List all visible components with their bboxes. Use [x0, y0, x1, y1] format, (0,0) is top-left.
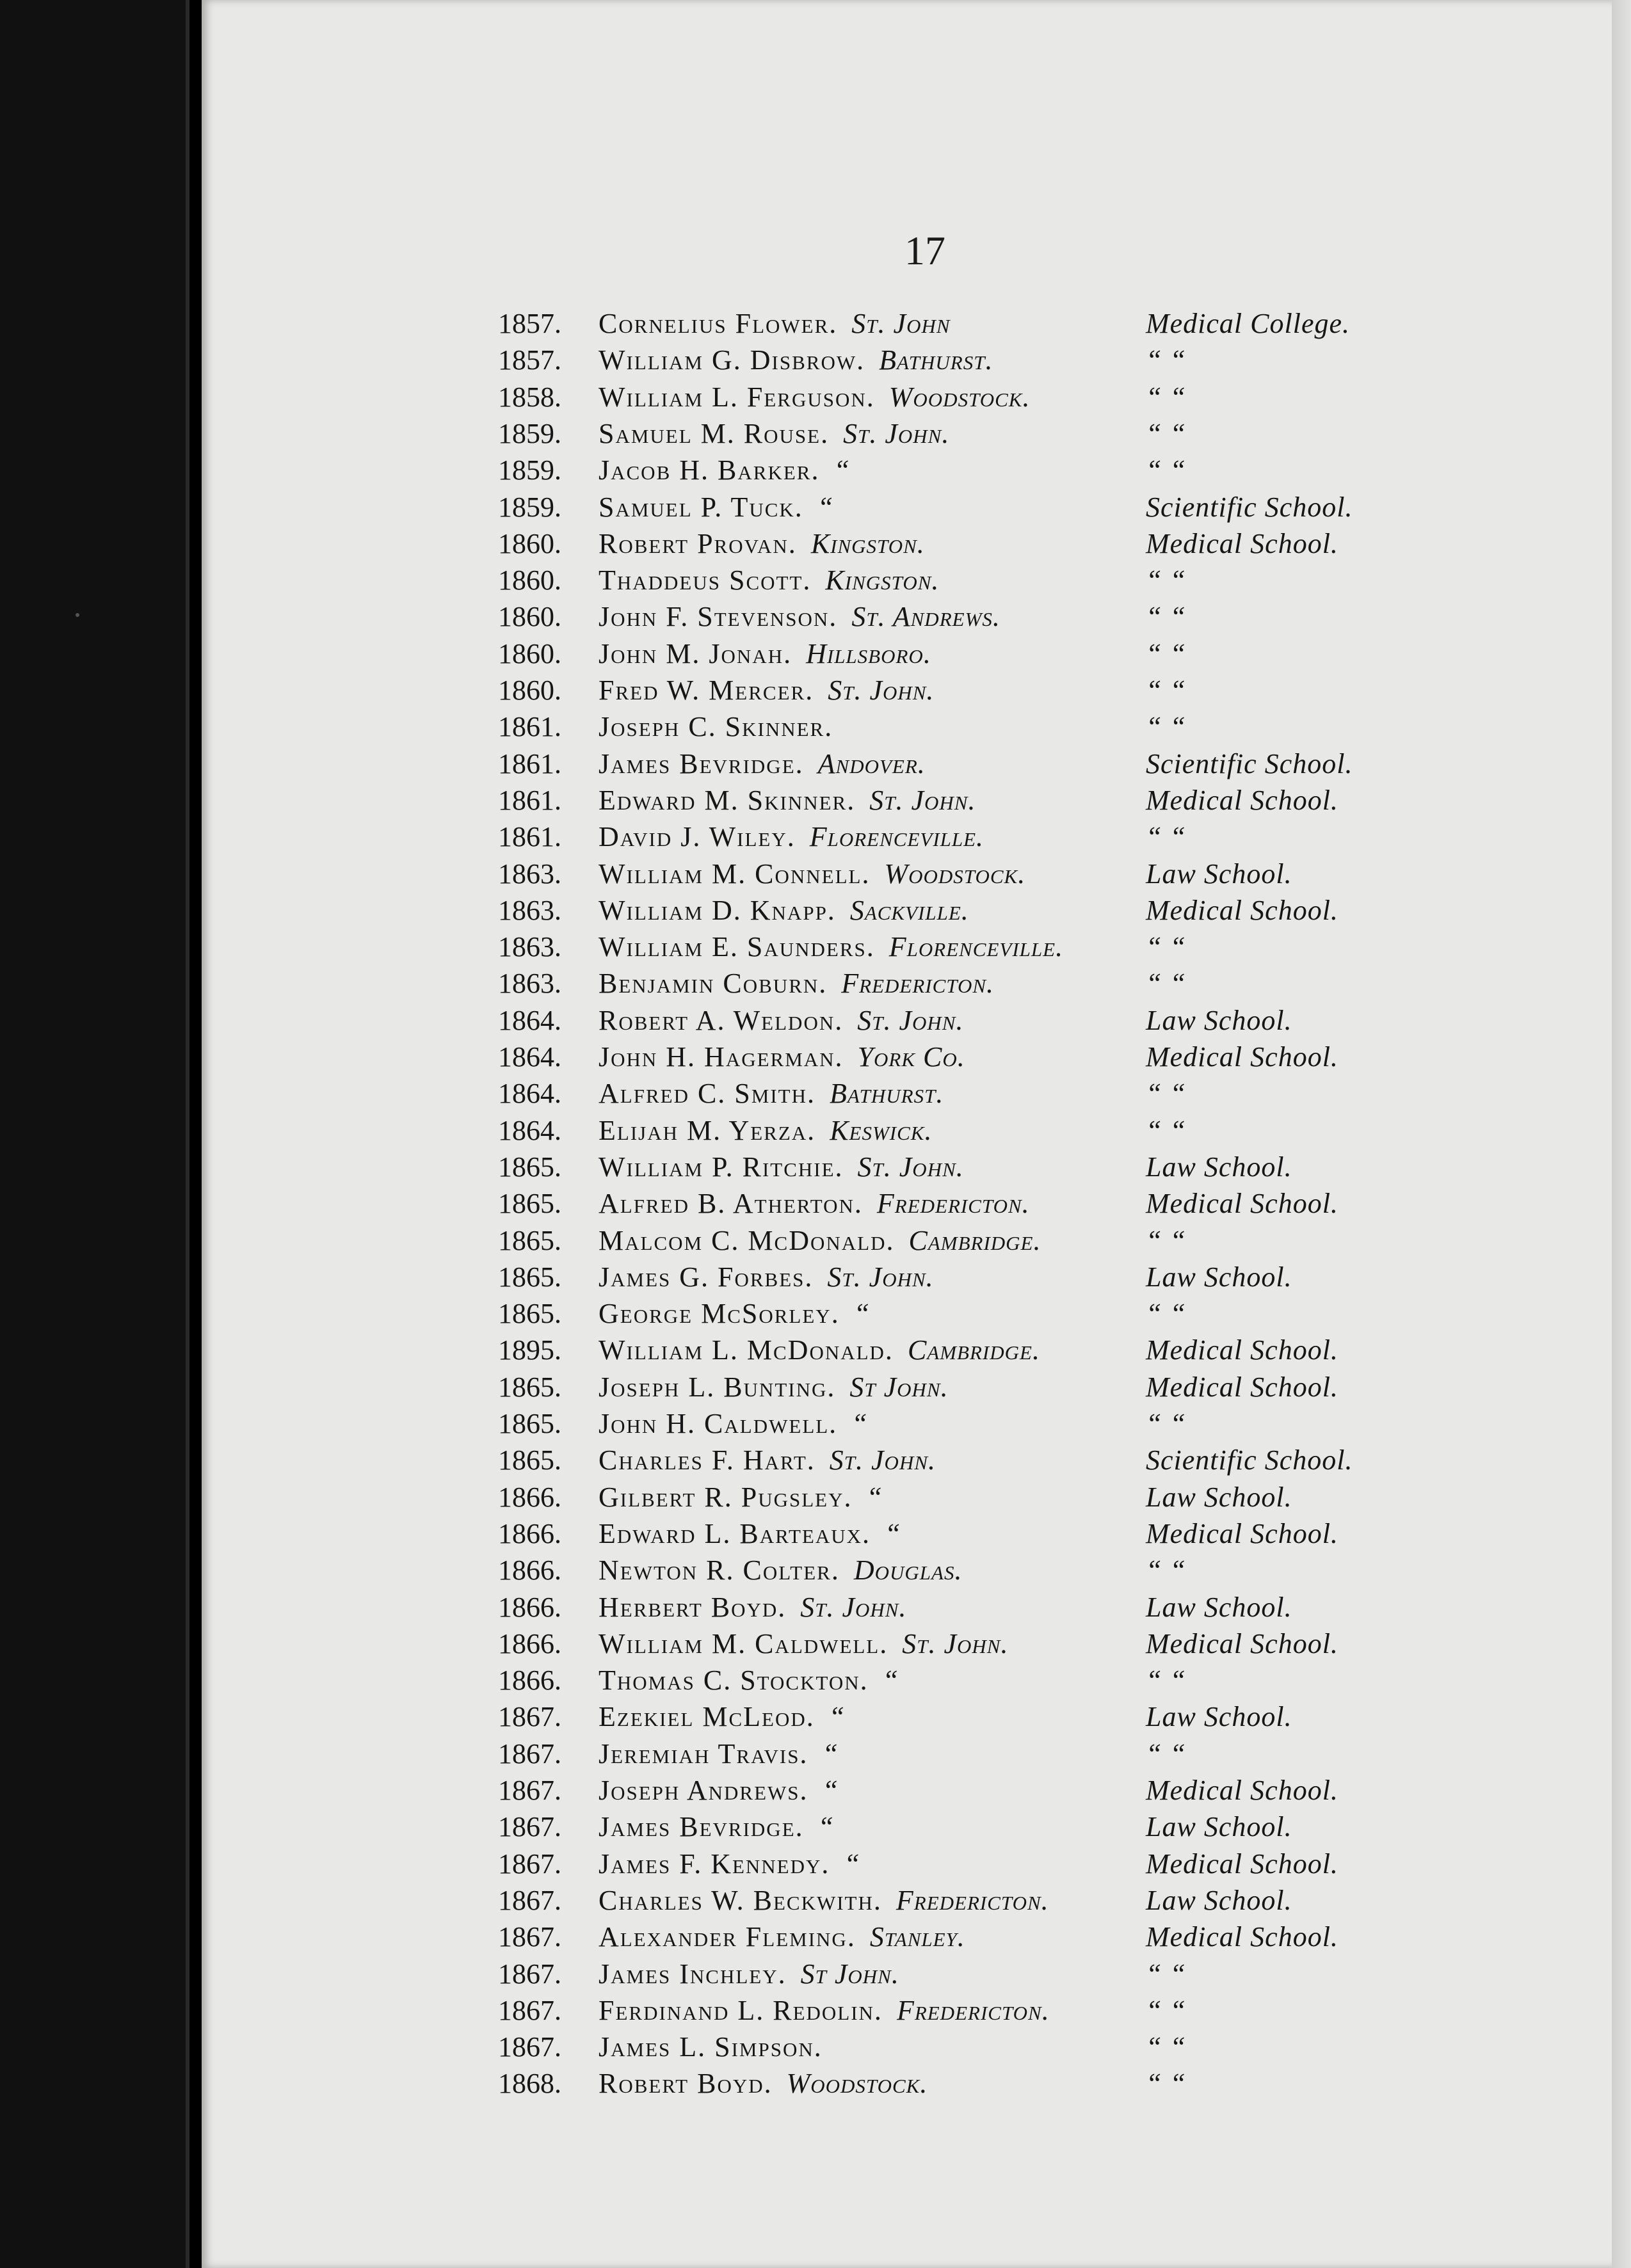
entry-year: 1867. [498, 1701, 561, 1732]
list-item [0, 967, 1631, 1003]
entry-name [599, 344, 993, 376]
entry-name [599, 820, 984, 853]
entry-year: 1865. [498, 1225, 561, 1256]
entry-year: 1864. [498, 1078, 561, 1109]
entry-name [599, 1077, 944, 1110]
entry-year: 1859. [498, 491, 561, 523]
entry-place: Fredericton. [876, 1188, 1030, 1219]
entry-place: “ [817, 1811, 835, 1842]
list-item [0, 1554, 1631, 1590]
entry-school: “ “ [1146, 2031, 1186, 2063]
entry-name-text: Newton R. Colter. [599, 1554, 840, 1586]
entry-name [599, 747, 926, 780]
entry-name [599, 1041, 965, 1073]
entry-place: Stanley. [869, 1921, 965, 1953]
list-item [0, 930, 1631, 967]
entry-school: “ “ [1146, 381, 1186, 413]
entry-school: Medical School. [1146, 528, 1338, 559]
page-number: 17 [904, 228, 945, 273]
entry-name [599, 1810, 834, 1843]
entry-name [599, 491, 833, 523]
entry-place: St. John. [843, 418, 950, 449]
entry-name [599, 784, 976, 817]
entry-name [599, 381, 1031, 413]
entry-place: St. Andrews. [851, 601, 1000, 632]
entry-name-text: William D. Knapp. [599, 895, 836, 926]
list-item [0, 1224, 1631, 1261]
entry-name [599, 967, 994, 1000]
entry-year: 1857. [498, 308, 561, 339]
entry-school: Medical School. [1146, 1628, 1338, 1659]
entry-year: 1859. [498, 454, 561, 486]
entry-name-text: Charles W. Beckwith. [599, 1885, 882, 1916]
list-item [0, 1958, 1631, 1994]
entry-name [599, 1224, 1041, 1257]
list-item [0, 710, 1631, 747]
entry-year: 1867. [498, 1885, 561, 1916]
list-item [0, 1297, 1631, 1334]
entry-name [599, 1371, 949, 1403]
entry-school: “ “ [1146, 1408, 1186, 1439]
entry-school: Law School. [1146, 1005, 1292, 1036]
entry-year: 1864. [498, 1041, 561, 1073]
list-item [0, 1151, 1631, 1187]
list-item [0, 1077, 1631, 1114]
entry-name-text: John F. Stevenson. [599, 601, 838, 632]
entry-school: “ “ [1146, 1554, 1186, 1586]
entry-school: Scientific School. [1146, 1444, 1353, 1476]
entry-school: Medical School. [1146, 895, 1338, 926]
entry-year: 1866. [498, 1554, 561, 1586]
entry-name-text: David J. Wiley. [599, 821, 796, 852]
list-item [0, 1444, 1631, 1480]
entry-place: Woodstock. [888, 381, 1031, 413]
entry-place: St. John. [827, 1261, 934, 1293]
list-item [0, 1994, 1631, 2031]
entry-place: “ [828, 1701, 846, 1732]
entry-year: 1867. [498, 1958, 561, 1990]
entry-name-text: George McSorley. [599, 1298, 840, 1329]
entry-name [599, 1921, 965, 1953]
entry-name-text: John H. Caldwell. [599, 1408, 838, 1439]
entry-name-text: William P. Ritchie. [599, 1151, 844, 1183]
entry-name [599, 1700, 845, 1733]
entry-name [599, 454, 850, 486]
entry-year: 1860. [498, 675, 561, 706]
entry-place: Woodstock. [884, 858, 1026, 890]
entry-year: 1859. [498, 418, 561, 449]
entry-name-text: Robert Provan. [599, 528, 797, 559]
entry-place: Florenceville. [888, 931, 1064, 962]
entry-school: “ “ [1146, 1995, 1186, 2026]
entry-year: 1865. [498, 1261, 561, 1293]
entry-year: 1863. [498, 931, 561, 962]
entry-place: “ [882, 1665, 899, 1696]
list-item [0, 1921, 1631, 1957]
entry-school: “ “ [1146, 2068, 1186, 2099]
list-item [0, 784, 1631, 820]
entry-name [599, 1481, 883, 1513]
list-item [0, 1407, 1631, 1444]
entry-school: Medical School. [1146, 1775, 1338, 1806]
list-item [0, 894, 1631, 930]
entry-name-text: Ferdinand L. Redolin. [599, 1995, 883, 2026]
entry-name [599, 564, 939, 596]
entry-year: 1860. [498, 638, 561, 669]
entry-name-text: James G. Forbes. [599, 1261, 814, 1293]
entry-name-text: Malcom C. McDonald. [599, 1225, 895, 1256]
entry-year: 1861. [498, 821, 561, 852]
list-item [0, 1261, 1631, 1297]
entry-school: Scientific School. [1146, 491, 1353, 523]
entry-year: 1865. [498, 1298, 561, 1329]
entry-name [599, 1554, 962, 1586]
entry-name-text: Gilbert R. Pugsley. [599, 1481, 853, 1513]
entry-school: “ “ [1146, 675, 1186, 706]
entry-name [599, 1114, 932, 1147]
entry-place: “ [833, 454, 850, 486]
entry-school: “ “ [1146, 418, 1186, 449]
entry-school: Law School. [1146, 1885, 1292, 1916]
entry-school: “ “ [1146, 711, 1186, 742]
entry-school: Medical School. [1146, 1371, 1338, 1403]
entry-name-text: Joseph L. Bunting. [599, 1371, 836, 1403]
entry-year: 1857. [498, 344, 561, 376]
entry-place: Fredericton. [896, 1995, 1050, 2026]
entry-name-text: Thomas C. Stockton. [599, 1665, 869, 1696]
list-item [0, 1774, 1631, 1810]
entry-name [599, 858, 1025, 890]
entry-school: “ “ [1146, 601, 1186, 632]
entry-place: “ [817, 491, 834, 523]
entry-name-text: Alexander Fleming. [599, 1921, 856, 1953]
entry-year: 1863. [498, 858, 561, 890]
list-item [0, 674, 1631, 710]
list-item [0, 1627, 1631, 1664]
entry-name-text: James Bevridge. [599, 1811, 804, 1842]
entry-year: 1865. [498, 1188, 561, 1219]
entry-year: 1860. [498, 564, 561, 596]
entry-year: 1860. [498, 601, 561, 632]
entry-name [599, 1591, 907, 1624]
entry-school: Medical School. [1146, 1848, 1338, 1880]
entry-name-text: John M. Jonah. [599, 638, 792, 669]
entry-school: Medical School. [1146, 1041, 1338, 1073]
entry-place: “ [885, 1518, 901, 1549]
entry-name [599, 1958, 899, 1990]
entry-school: Medical School. [1146, 1334, 1338, 1366]
list-item [0, 564, 1631, 600]
entry-place: “ [844, 1848, 860, 1880]
entry-school: “ “ [1146, 638, 1186, 669]
entry-place: St. John. [828, 675, 935, 706]
list-item [0, 491, 1631, 527]
entry-school: “ “ [1146, 931, 1186, 962]
entry-name-text: Alfred C. Smith. [599, 1078, 815, 1109]
entry-name-text: Ezekiel McLeod. [599, 1701, 815, 1732]
entry-place: “ [822, 1738, 839, 1769]
entry-place: St. John. [902, 1628, 1009, 1659]
entry-place: “ [866, 1481, 883, 1513]
entry-place: Cambridge. [908, 1225, 1041, 1256]
entry-year: 1858. [498, 381, 561, 413]
entry-place: St. John. [857, 1151, 964, 1183]
entry-school: “ “ [1146, 1115, 1186, 1146]
entry-year: 1864. [498, 1005, 561, 1036]
entry-place: Bathurst. [829, 1078, 944, 1109]
entry-year: 1868. [498, 2068, 561, 2099]
entry-year: 1867. [498, 1811, 561, 1842]
list-item [0, 381, 1631, 417]
entry-place: Woodstock. [786, 2068, 928, 2099]
entry-school: “ “ [1146, 1738, 1186, 1769]
entry-school: Medical School. [1146, 1921, 1338, 1953]
entry-name-text: Alfred B. Atherton. [599, 1188, 863, 1219]
entry-place: “ [822, 1775, 839, 1806]
list-item [0, 1371, 1631, 1407]
entry-place: Hillsboro. [806, 638, 931, 669]
list-item [0, 2067, 1631, 2104]
entry-name [599, 1444, 936, 1476]
entry-school: “ “ [1146, 968, 1186, 999]
entry-name [599, 1151, 964, 1183]
entry-place: “ [853, 1298, 871, 1329]
entry-name [599, 1737, 839, 1770]
entry-name-text: Robert Boyd. [599, 2068, 773, 2099]
entry-year: 1867. [498, 1738, 561, 1769]
list-item [0, 1810, 1631, 1847]
entry-year: 1866. [498, 1592, 561, 1623]
entry-year: 1865. [498, 1408, 561, 1439]
list-item [0, 1848, 1631, 1884]
entry-place: St. John [851, 308, 951, 339]
entry-name-text: John H. Hagerman. [599, 1041, 844, 1073]
list-item [0, 600, 1631, 637]
entry-year: 1865. [498, 1371, 561, 1403]
list-item [0, 1517, 1631, 1554]
entry-name [599, 1884, 1049, 1917]
entry-school: Medical School. [1146, 1518, 1338, 1549]
entry-place: Andover. [817, 748, 926, 779]
list-item [0, 1041, 1631, 1077]
list-item [0, 527, 1631, 564]
entry-name [599, 417, 949, 450]
entry-school: Medical School. [1146, 1188, 1338, 1219]
list-item [0, 1884, 1631, 1921]
entry-school: Law School. [1146, 1811, 1292, 1842]
entry-name-text: Herbert Boyd. [599, 1592, 787, 1623]
list-item [0, 1700, 1631, 1737]
entry-place: York Co. [857, 1041, 965, 1073]
entry-year: 1866. [498, 1518, 561, 1549]
entry-year: 1865. [498, 1444, 561, 1476]
list-item [0, 344, 1631, 380]
entry-name-text: James L. Simpson. [599, 2031, 823, 2063]
entry-school: “ “ [1146, 564, 1186, 596]
entry-name-text: Cornelius Flower. [599, 308, 838, 339]
entry-name-text: Charles F. Hart. [599, 1444, 815, 1476]
entry-year: 1863. [498, 968, 561, 999]
entry-place: Kingston. [810, 528, 925, 559]
entry-year: 1860. [498, 528, 561, 559]
entry-school: Law School. [1146, 1701, 1292, 1732]
entry-name [599, 2067, 928, 2100]
entry-school: “ “ [1146, 1225, 1186, 1256]
entry-name [599, 637, 931, 670]
entry-name [599, 930, 1063, 963]
entry-name-text: James Bevridge. [599, 748, 804, 779]
list-item [0, 2031, 1631, 2067]
entry-name-text: Elijah M. Yerza. [599, 1115, 816, 1146]
entry-school: “ “ [1146, 454, 1186, 486]
entry-name-text: Thaddeus Scott. [599, 564, 812, 596]
entry-name-text: Samuel M. Rouse. [599, 418, 830, 449]
entry-year: 1864. [498, 1115, 561, 1146]
entry-year: 1865. [498, 1151, 561, 1183]
entry-place: St John. [849, 1371, 949, 1403]
entry-place: Sackville. [849, 895, 969, 926]
entry-year: 1895. [498, 1334, 561, 1366]
list-item [0, 1481, 1631, 1517]
entry-year: 1867. [498, 1921, 561, 1953]
entry-name-text: Samuel P. Tuck. [599, 491, 803, 523]
list-item [0, 637, 1631, 674]
list-item [0, 307, 1631, 344]
entry-name-text: William L. Ferguson. [599, 381, 875, 413]
entry-name-text: William G. Disbrow. [599, 344, 865, 376]
list-item [0, 1334, 1631, 1370]
entry-name-text: Joseph C. Skinner. [599, 711, 833, 742]
entry-name-text: William M. Caldwell. [599, 1628, 888, 1659]
entry-name [599, 1627, 1008, 1660]
list-item [0, 454, 1631, 490]
entry-name [599, 894, 969, 927]
entry-name [599, 1261, 934, 1293]
entry-name [599, 600, 1000, 633]
entry-school: “ “ [1146, 821, 1186, 852]
entry-name [599, 1334, 1040, 1366]
entry-year: 1861. [498, 748, 561, 779]
entry-name [599, 1774, 839, 1807]
entry-place: Kingston. [825, 564, 940, 596]
list-item [0, 747, 1631, 784]
entry-name [599, 710, 847, 743]
entry-place: Cambridge. [907, 1334, 1040, 1366]
entry-name [599, 307, 951, 340]
entry-name-text: William M. Connell. [599, 858, 871, 890]
entry-name [599, 1664, 899, 1697]
entry-place: “ [851, 1408, 868, 1439]
list-item [0, 1004, 1631, 1041]
entry-name-text: Joseph Andrews. [599, 1775, 808, 1806]
entry-school: Law School. [1146, 858, 1292, 890]
entry-name [599, 1407, 868, 1440]
entry-year: 1861. [498, 711, 561, 742]
entry-year: 1863. [498, 895, 561, 926]
entry-name-text: Fred W. Mercer. [599, 675, 814, 706]
entry-year: 1867. [498, 1848, 561, 1880]
entry-year: 1866. [498, 1665, 561, 1696]
entry-place: St John. [800, 1958, 899, 1990]
entry-year: 1867. [498, 1995, 561, 2026]
entry-school: Law School. [1146, 1261, 1292, 1293]
list-item [0, 1664, 1631, 1700]
entry-place: St. John. [869, 785, 976, 816]
entry-name-text: William L. McDonald. [599, 1334, 894, 1366]
entry-name-text: Edward L. Barteaux. [599, 1518, 871, 1549]
entry-name-text: William E. Saunders. [599, 931, 875, 962]
entry-school: Law School. [1146, 1592, 1292, 1623]
entry-year: 1867. [498, 2031, 561, 2063]
entry-name [599, 1187, 1030, 1220]
entry-name [599, 527, 925, 560]
entry-school: Scientific School. [1146, 748, 1353, 779]
entry-place: Douglas. [853, 1554, 963, 1586]
entry-name [599, 1297, 870, 1330]
entry-place: St. John. [829, 1444, 936, 1476]
list-item [0, 417, 1631, 454]
list-item [0, 1737, 1631, 1774]
entry-name-text: Benjamin Coburn. [599, 968, 828, 999]
entry-name-text: Jacob H. Barker. [599, 454, 820, 486]
entry-school: Medical School. [1146, 785, 1338, 816]
entry-name-text: Robert A. Weldon. [599, 1005, 844, 1036]
entry-name [599, 1994, 1050, 2027]
entry-name [599, 1848, 860, 1880]
entry-year: 1866. [498, 1628, 561, 1659]
entry-year: 1861. [498, 785, 561, 816]
entry-name [599, 674, 934, 707]
entry-name-text: James F. Kennedy. [599, 1848, 830, 1880]
entry-place: Keswick. [830, 1115, 933, 1146]
entry-school: Medical College. [1146, 308, 1351, 339]
list-item [0, 1591, 1631, 1627]
entry-place: St. John. [857, 1005, 964, 1036]
entry-place: Fredericton. [841, 968, 995, 999]
entry-place: Florenceville. [809, 821, 984, 852]
entry-school: “ “ [1146, 1958, 1186, 1990]
entry-name [599, 1517, 901, 1550]
entry-year: 1867. [498, 1775, 561, 1806]
entry-school: Law School. [1146, 1481, 1292, 1513]
entry-name [599, 2031, 837, 2063]
entry-name [599, 1004, 963, 1037]
list-item [0, 820, 1631, 857]
entry-name-text: Edward M. Skinner. [599, 785, 856, 816]
entry-place: St. John. [800, 1592, 907, 1623]
entry-name-text: Jeremiah Travis. [599, 1738, 808, 1769]
entry-school: “ “ [1146, 1665, 1186, 1696]
entry-school: Law School. [1146, 1151, 1292, 1183]
entry-place: Bathurst. [879, 344, 993, 376]
entry-school: “ “ [1146, 1298, 1186, 1329]
entry-name-text: James Inchley. [599, 1958, 787, 1990]
list-item [0, 858, 1631, 894]
list-item [0, 1187, 1631, 1224]
entry-place: Fredericton. [896, 1885, 1049, 1916]
entry-school: “ “ [1146, 1078, 1186, 1109]
list-item [0, 1114, 1631, 1151]
entry-school: “ “ [1146, 344, 1186, 376]
entry-year: 1866. [498, 1481, 561, 1513]
